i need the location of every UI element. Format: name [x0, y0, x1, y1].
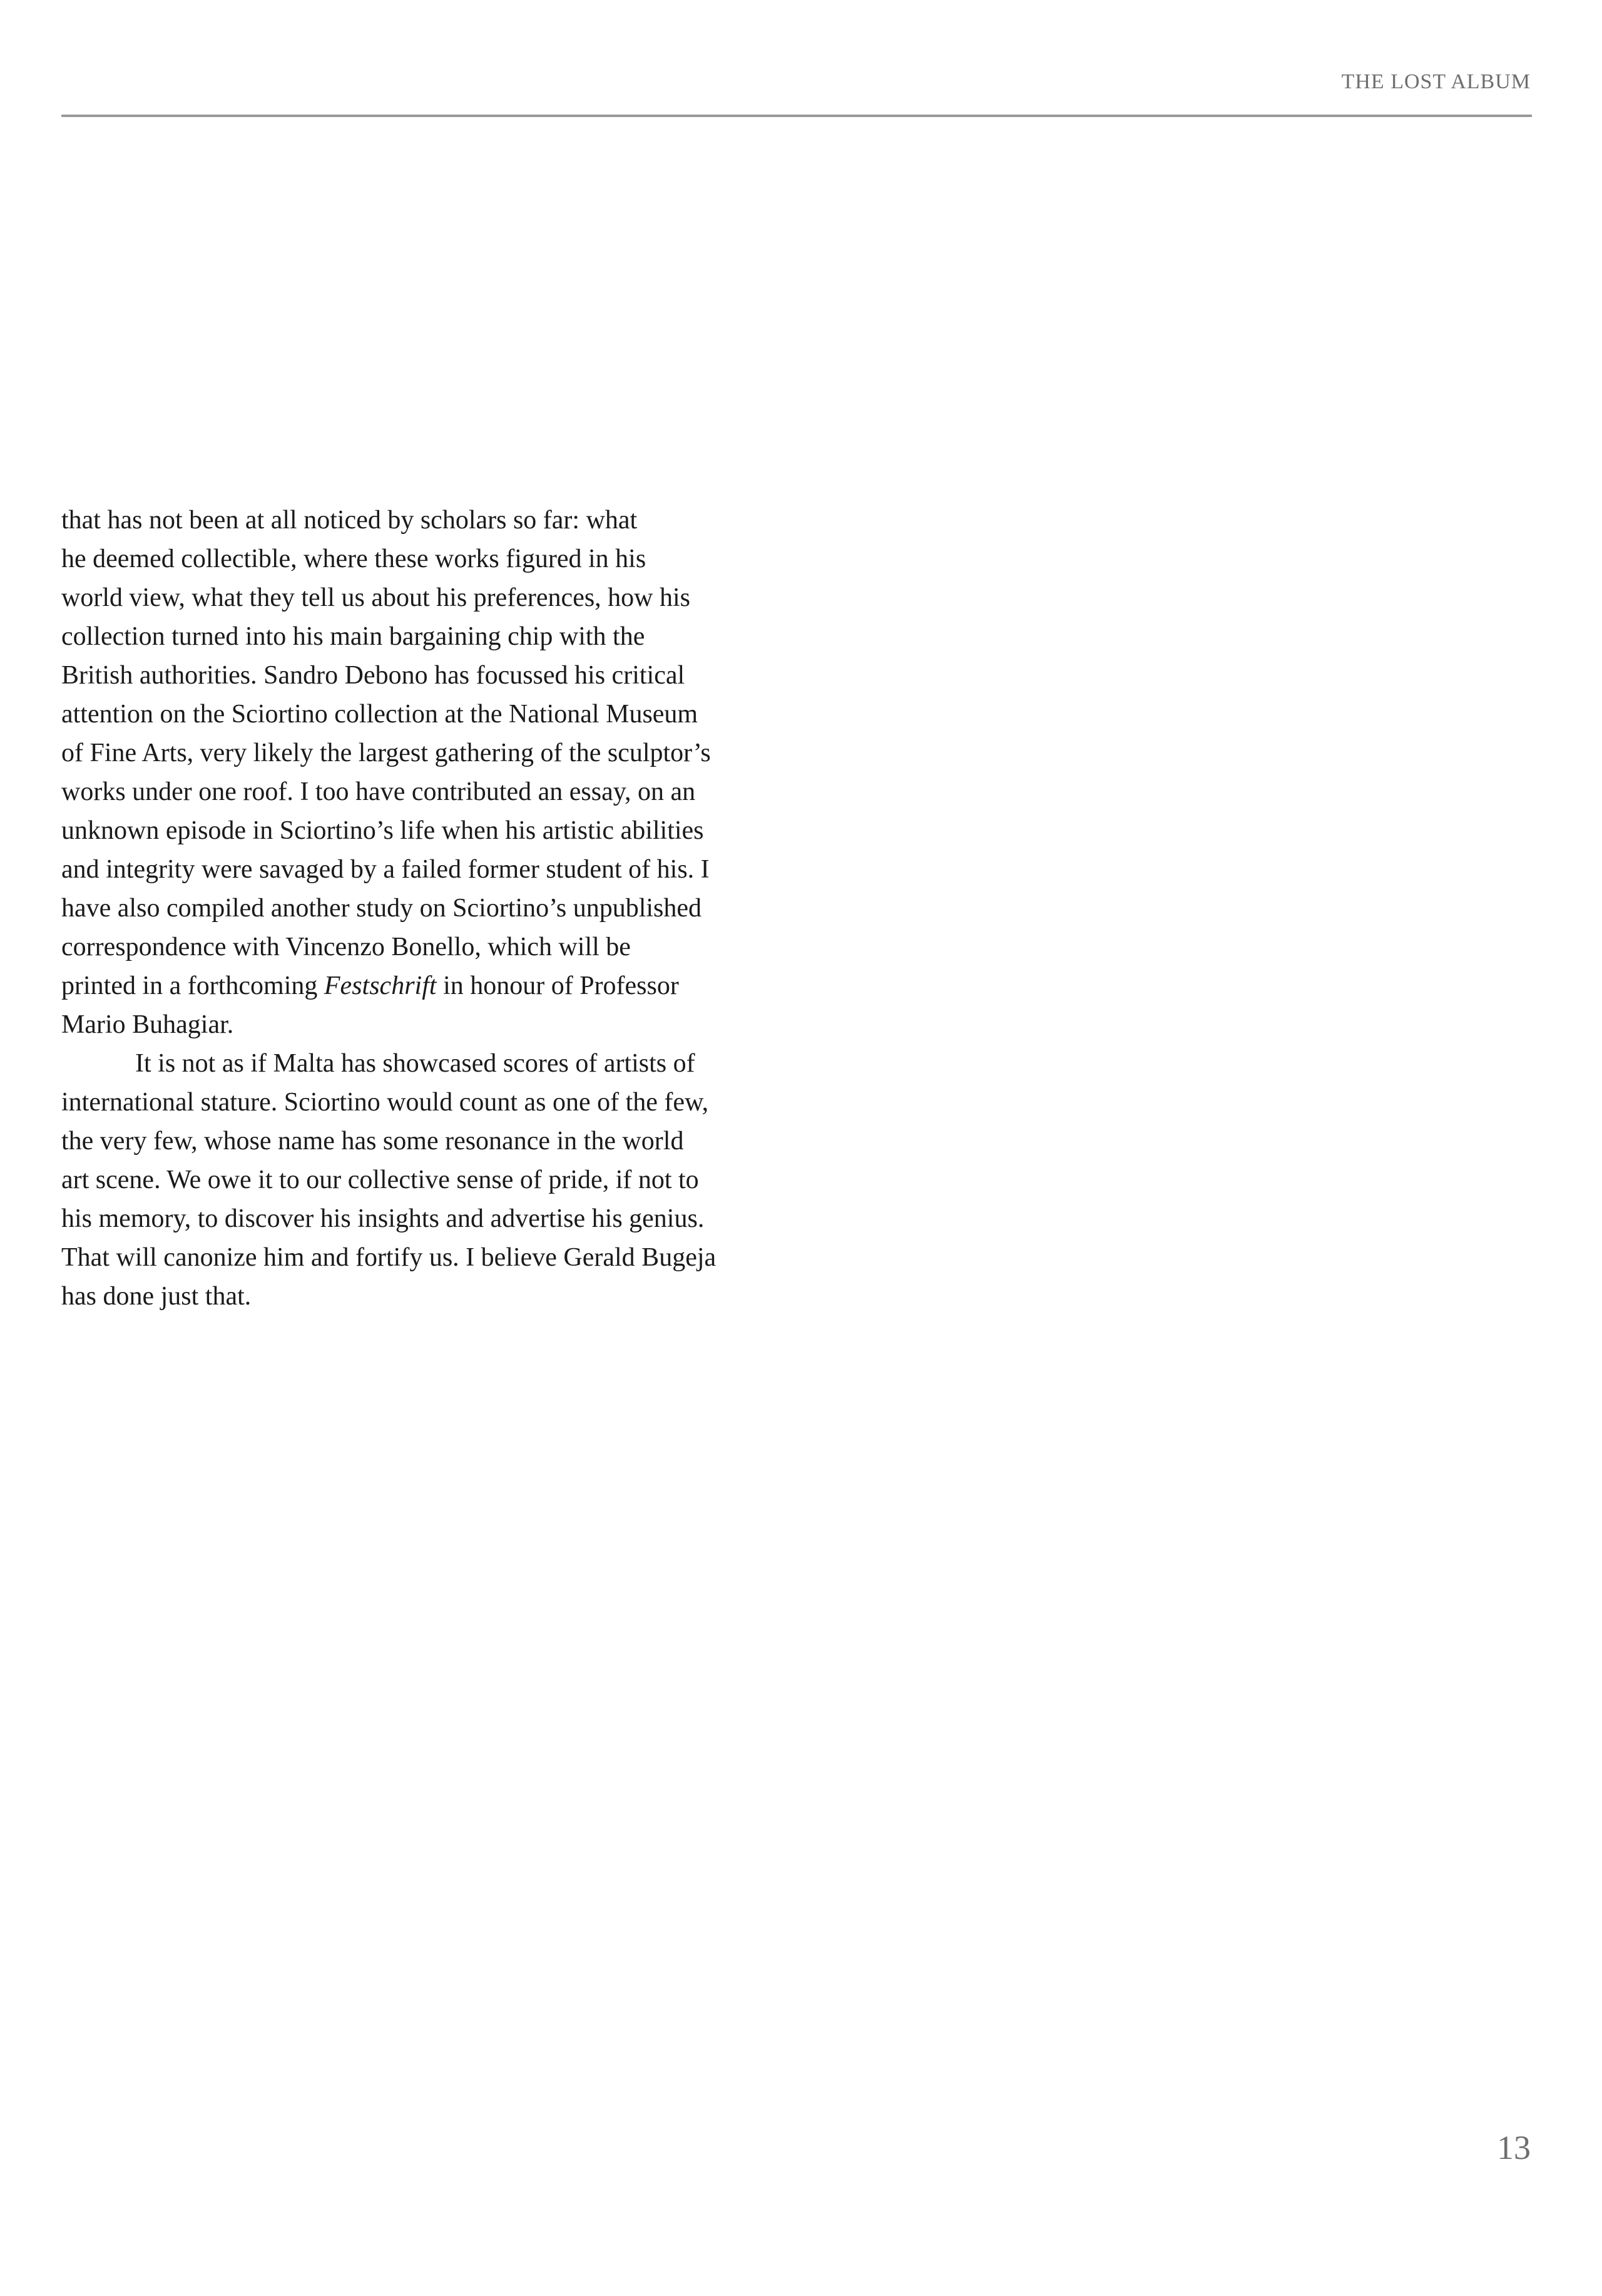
text-line: has done just that. — [61, 1282, 252, 1311]
text-segment: printed in a forthcoming — [61, 971, 324, 1000]
paragraph-1 — [61, 501, 775, 1044]
text-line: British authorities. Sandro Debono has focussed his critical — [61, 661, 685, 690]
running-header: THE LOST ALBUM — [1341, 70, 1531, 93]
text-line: his memory, to discover his insights and advertise his genius. — [61, 1204, 705, 1233]
text-line: world view, what they tell us about his preferences, how his — [61, 583, 691, 612]
paragraph-2 — [61, 1044, 775, 1316]
text-line: the very few, whose name has some resonance in the world — [61, 1127, 684, 1156]
header-rule — [61, 115, 1532, 117]
text-line: That will canonize him and fortify us. I believe Gerald Bugeja — [61, 1243, 717, 1272]
text-line: that has not been at all noticed by scholars so far: what — [61, 506, 638, 535]
text-line: attention on the Sciortino collection at the National Museum — [61, 700, 698, 729]
text-line — [61, 966, 775, 1005]
text-line: art scene. We owe it to our collective sense of pride, if not to — [61, 1166, 699, 1194]
text-line: of Fine Arts, very likely the largest gathering of the sculptor’s — [61, 739, 711, 767]
page-number: 13 — [1497, 2129, 1531, 2166]
text-line: he deemed collectible, where these works figured in his — [61, 545, 646, 573]
text-line: have also compiled another study on Sciortino’s unpublished — [61, 894, 702, 923]
text-segment: in honour of Professor — [436, 971, 679, 1000]
italic-title: Festschrift — [324, 971, 437, 1000]
text-line: international stature. Sciortino would count as one of the few, — [61, 1088, 709, 1117]
text-line: collection turned into his main bargaining chip with the — [61, 622, 645, 651]
text-line: Mario Buhagiar. — [61, 1010, 234, 1039]
body-text — [61, 501, 775, 1316]
text-line: It is not as if Malta has showcased scores of artists of — [135, 1049, 695, 1078]
text-line: correspondence with Vincenzo Bonello, which will be — [61, 933, 631, 961]
text-line: unknown episode in Sciortino’s life when his artistic abilities — [61, 816, 704, 845]
text-line: and integrity were savaged by a failed former student of his. I — [61, 855, 710, 884]
text-line: works under one roof. I too have contributed an essay, on an — [61, 777, 696, 806]
